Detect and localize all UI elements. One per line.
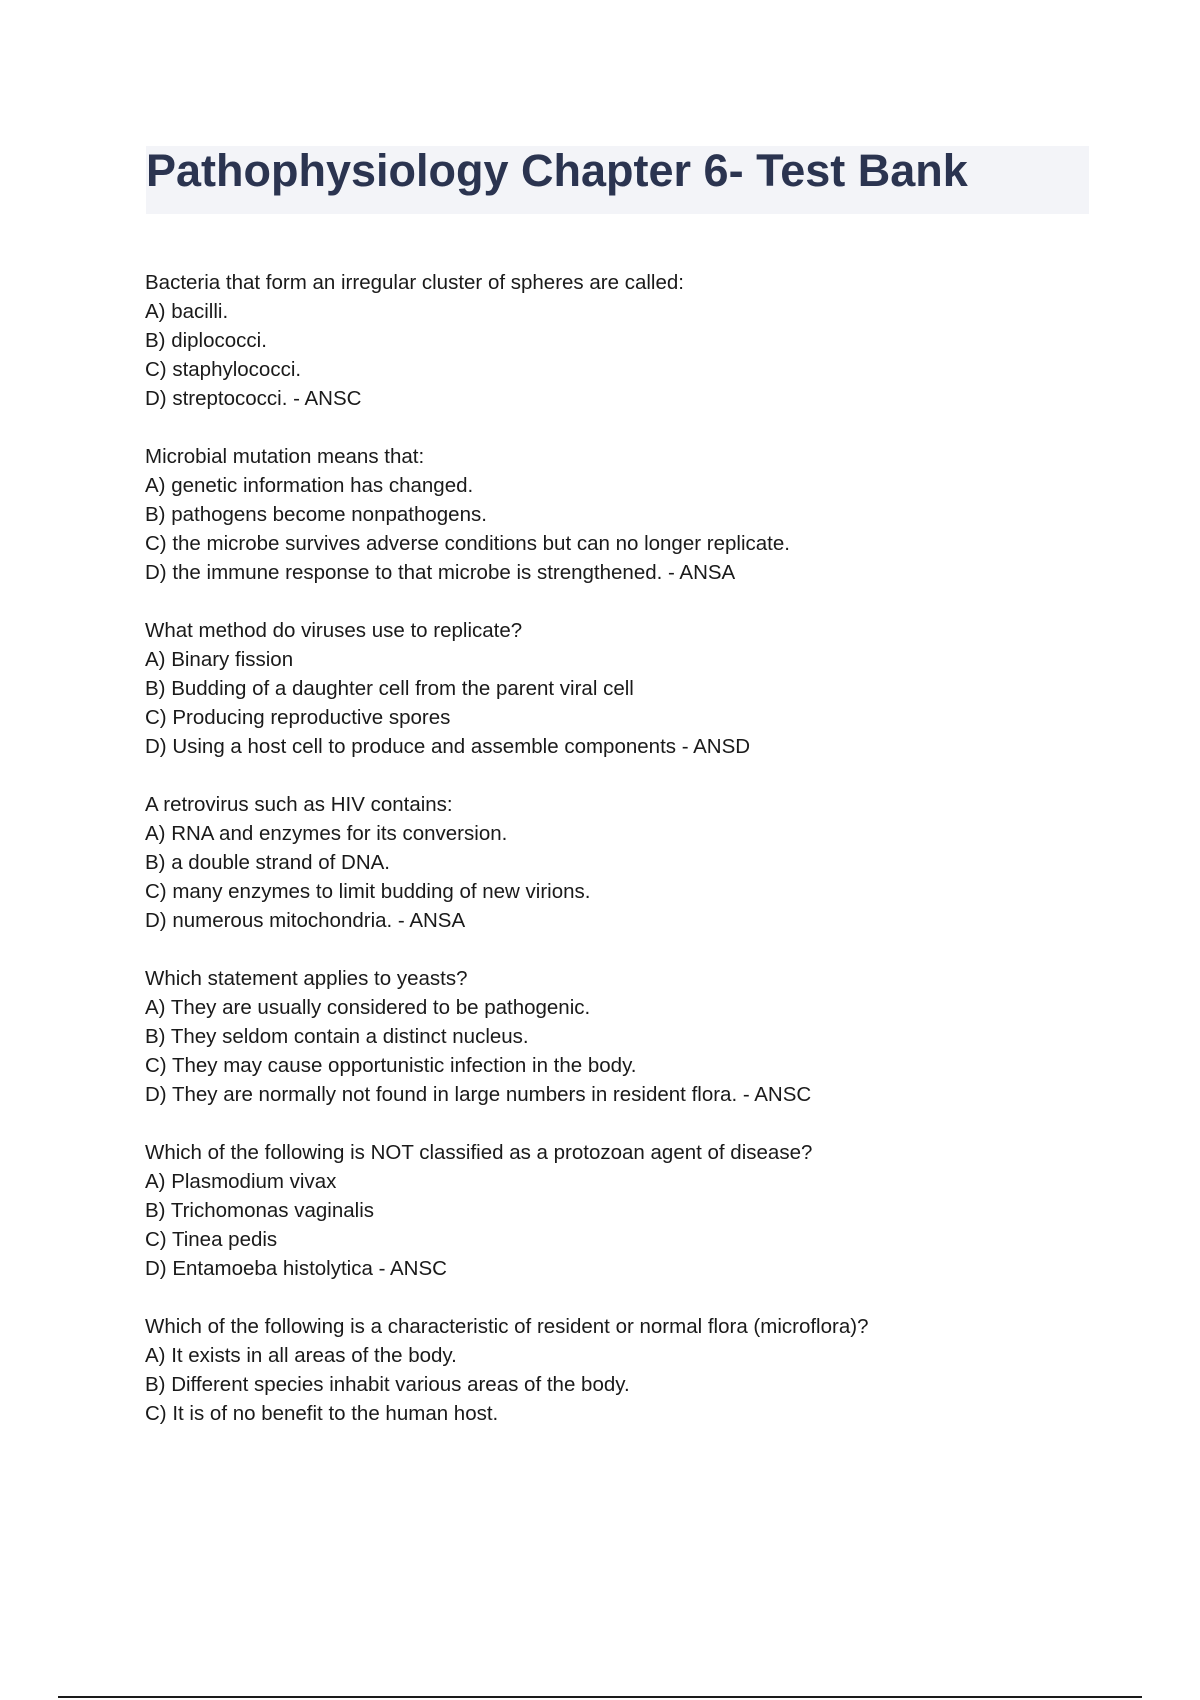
question-block <box>145 616 1105 761</box>
answer-option: C) many enzymes to limit budding of new virions. <box>145 880 591 903</box>
page-title: Pathophysiology Chapter 6- Test Bank <box>146 145 968 196</box>
answer-option: B) They seldom contain a distinct nucleus. <box>145 1025 529 1048</box>
answer-option: A) It exists in all areas of the body. <box>145 1344 457 1367</box>
question-stem: Microbial mutation means that: <box>145 445 425 468</box>
answer-option: C) Tinea pedis <box>145 1228 278 1251</box>
answer-option: B) Different species inhabit various areas of the body. <box>145 1373 630 1396</box>
answer-option: D) numerous mitochondria. - ANSA <box>145 909 466 932</box>
question-stem: A retrovirus such as HIV contains: <box>145 793 453 816</box>
question-block <box>145 964 1105 1109</box>
question-stem: Which of the following is NOT classified as a protozoan agent of disease? <box>145 1141 813 1164</box>
answer-option: D) Using a host cell to produce and assemble components - ANSD <box>145 735 751 758</box>
answer-option: A) They are usually considered to be pathogenic. <box>145 996 591 1019</box>
answer-option: D) Entamoeba histolytica - ANSC <box>145 1257 447 1280</box>
question-stem: Which statement applies to yeasts? <box>145 967 468 990</box>
question-block <box>145 790 1105 935</box>
question-stem: Which of the following is a characteristic of resident or normal flora (microflora)? <box>145 1315 869 1338</box>
answer-option: B) diplococci. <box>145 329 267 352</box>
answer-option: B) pathogens become nonpathogens. <box>145 503 487 526</box>
answer-option: C) They may cause opportunistic infection in the body. <box>145 1054 637 1077</box>
answer-option: A) RNA and enzymes for its conversion. <box>145 822 508 845</box>
question-block <box>145 268 1105 413</box>
question-block <box>145 1312 1105 1428</box>
question-stem: Bacteria that form an irregular cluster of spheres are called: <box>145 271 684 294</box>
answer-option: A) bacilli. <box>145 300 229 323</box>
answer-option: B) Budding of a daughter cell from the parent viral cell <box>145 677 634 700</box>
answer-option: D) They are normally not found in large numbers in resident flora. - ANSC <box>145 1083 812 1106</box>
answer-option: B) a double strand of DNA. <box>145 851 390 874</box>
answer-option: A) genetic information has changed. <box>145 474 474 497</box>
question-list <box>145 268 1105 1457</box>
answer-option: C) Producing reproductive spores <box>145 706 451 729</box>
answer-option: A) Plasmodium vivax <box>145 1170 337 1193</box>
question-block <box>145 1138 1105 1283</box>
answer-option: C) It is of no benefit to the human host. <box>145 1402 499 1425</box>
answer-option: D) streptococci. - ANSC <box>145 387 362 410</box>
answer-option: C) the microbe survives adverse conditions but can no longer replicate. <box>145 532 790 555</box>
answer-option: B) Trichomonas vaginalis <box>145 1199 375 1222</box>
footer-divider <box>58 1696 1142 1698</box>
answer-option: A) Binary fission <box>145 648 294 671</box>
answer-option: C) staphylococci. <box>145 358 302 381</box>
question-block <box>145 442 1105 587</box>
question-stem: What method do viruses use to replicate? <box>145 619 523 642</box>
answer-option: D) the immune response to that microbe is strengthened. - ANSA <box>145 561 736 584</box>
